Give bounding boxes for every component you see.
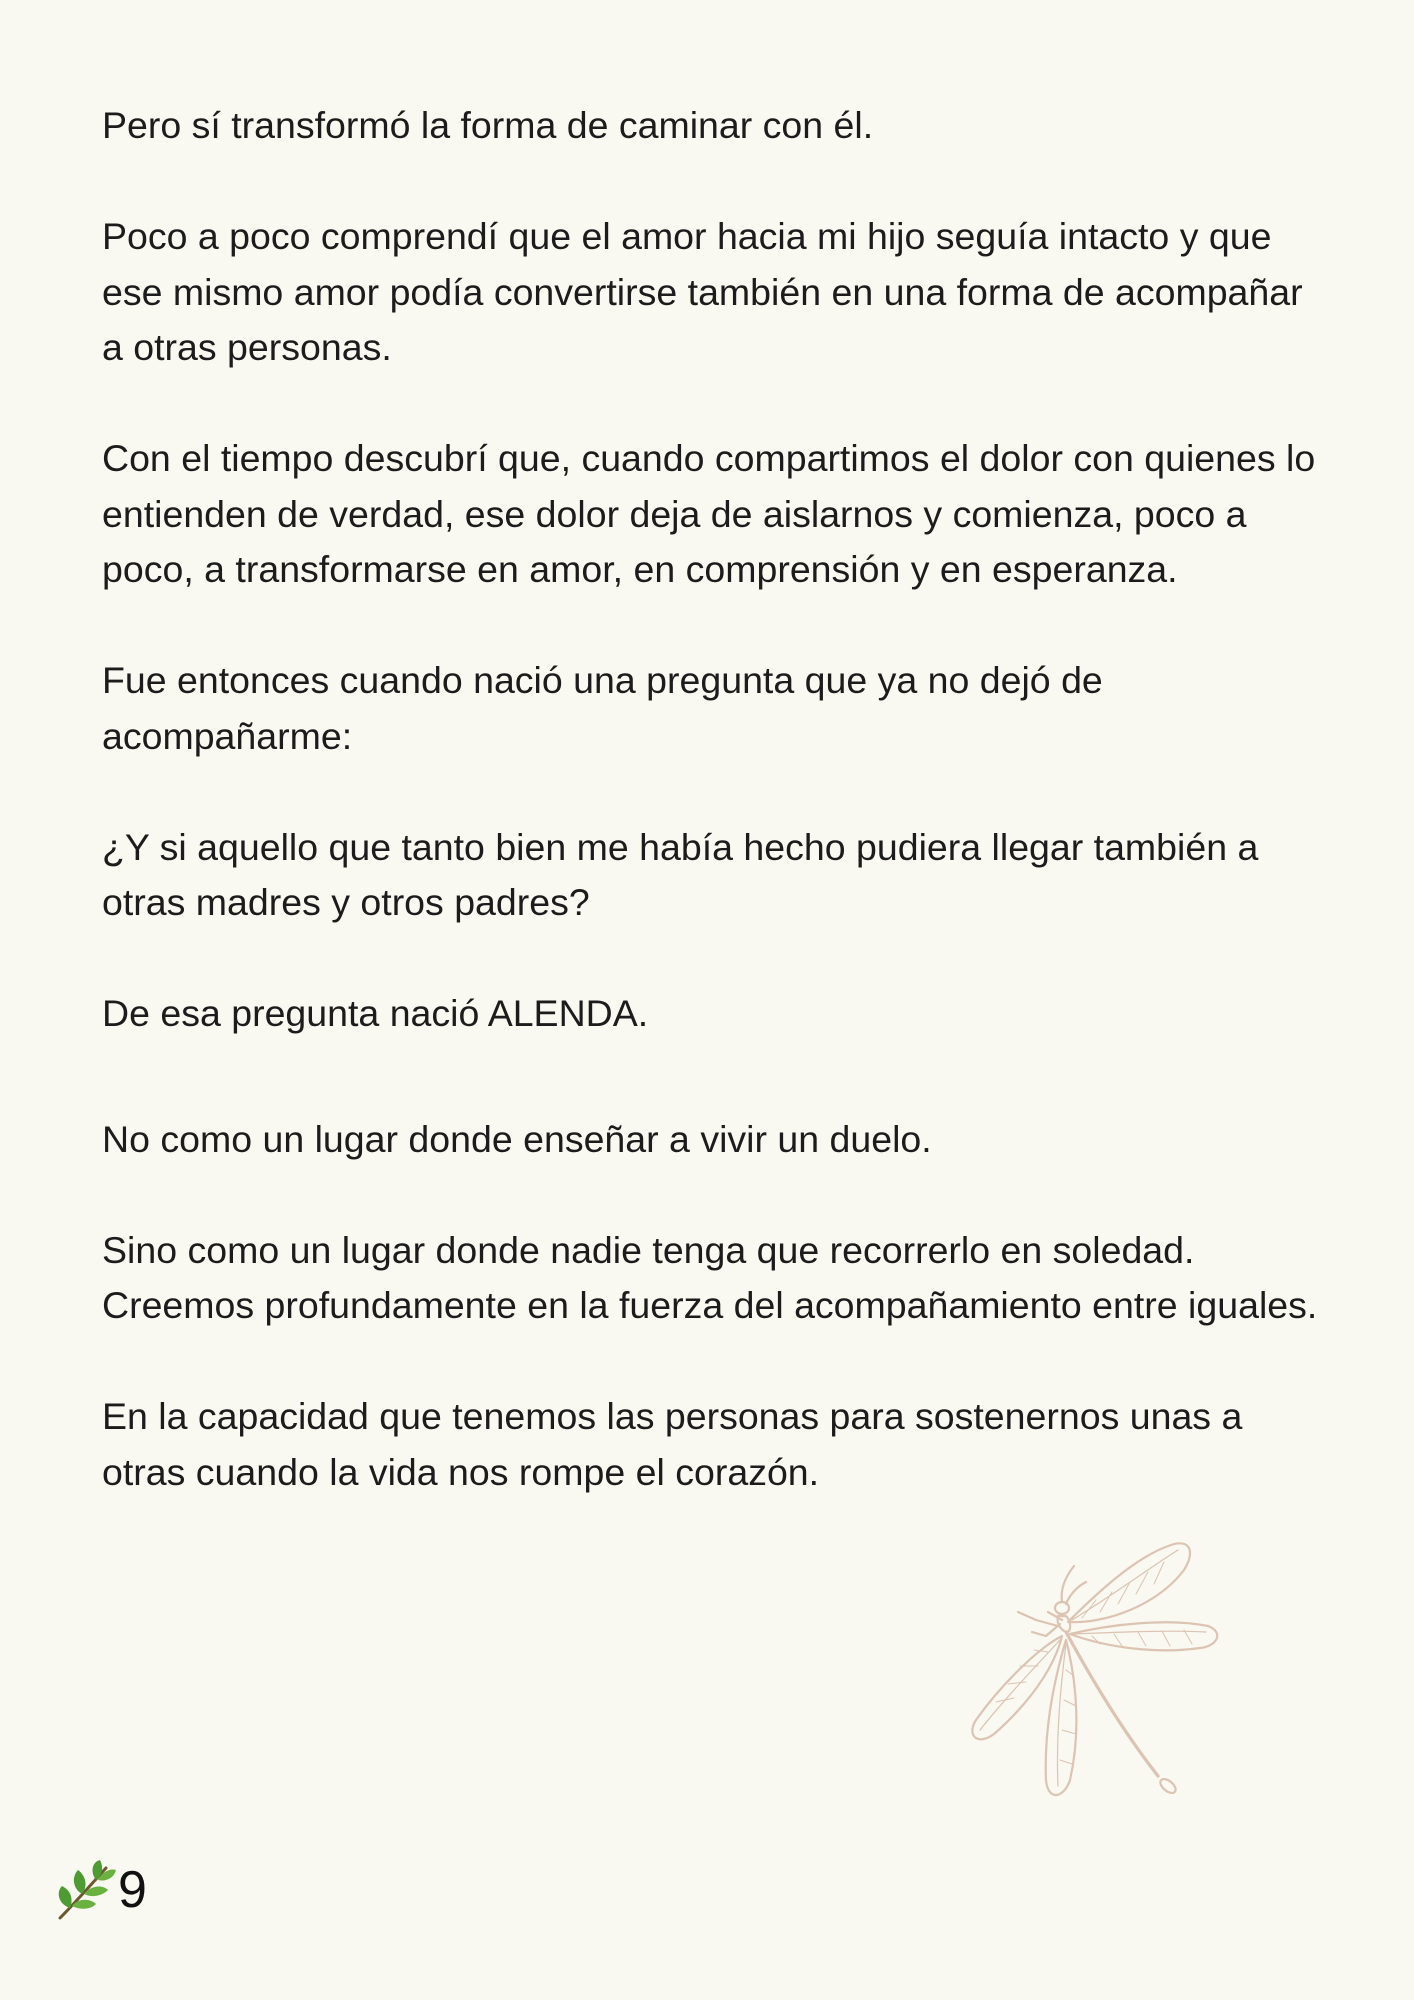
paragraph: ¿Y si aquello que tanto bien me había hecho pudiera llegar también a otras madres y otros padres? xyxy=(102,825,1259,923)
page-footer xyxy=(54,1858,147,1922)
paragraph: De esa pregunta nació ALENDA. xyxy=(102,992,649,1034)
paragraph: Con el tiempo descubrí que, cuando compartimos el dolor con quienes lo entienden de verdad, ese dolor deja de aislarnos y comienza, poco a poco, a transformarse en amor, en comprensión y en esperanza. xyxy=(102,437,1316,590)
paragraph: Poco a poco comprendí que el amor hacia mi hijo seguía intacto y que ese mismo amor podía convertirse también en una forma de acompañar a otras personas. xyxy=(102,215,1303,368)
dragonfly-illustration xyxy=(962,1540,1242,1820)
paragraph: No como un lugar donde enseñar a vivir un duelo. xyxy=(102,1117,932,1160)
paragraph: Fue entonces cuando nació una pregunta que ya no dejó de acompañarme: xyxy=(102,659,1103,757)
document-body xyxy=(102,98,1332,1500)
paragraph: Pero sí transformó la forma de caminar con él. xyxy=(102,104,874,146)
leaf-branch-icon xyxy=(54,1858,120,1922)
paragraph: Sino como un lugar donde nadie tenga que recorrerlo en soledad. Creemos profundamente en la fuerza del acompañamiento entre iguales. xyxy=(102,1228,1318,1326)
paragraph: En la capacidad que tenemos las personas para sostenernos unas a otras cuando la vida nos rompe el corazón. xyxy=(102,1395,1243,1493)
page-number: 9 xyxy=(118,1861,147,1919)
